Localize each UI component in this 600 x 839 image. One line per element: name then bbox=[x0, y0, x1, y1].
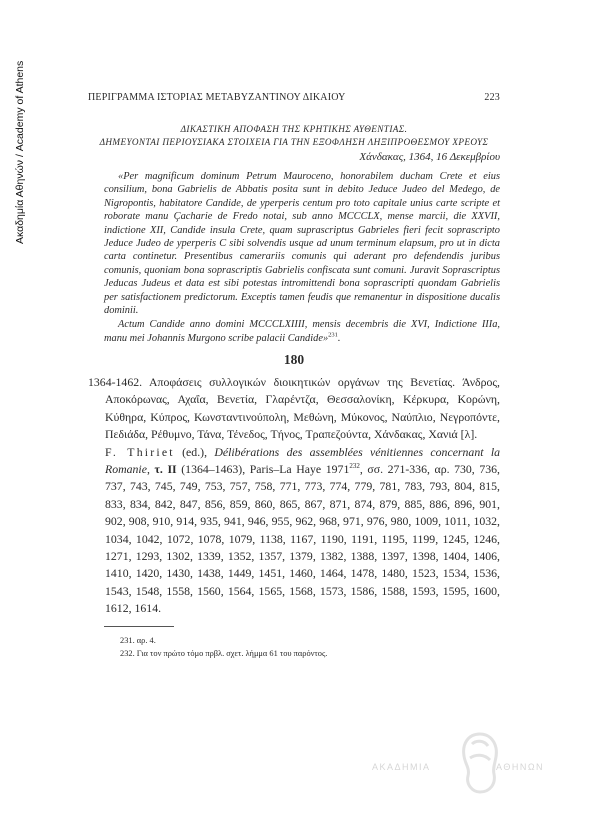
ref-title: Délibérations des assemblées vénitiennes concernant la Romanie bbox=[105, 444, 501, 477]
running-header bbox=[88, 92, 500, 106]
entry-reference bbox=[88, 444, 500, 618]
ref-publication: (1364–1463), Paris–La Haye 1971 bbox=[176, 462, 350, 477]
document-subtitle-2: ΔΗΜΕΥΟΝΤΑΙ ΠΕΡΙΟΥΣΙΑΚΑ ΣΤΟΙΧΕΙΑ ΓΙΑ ΤΗΝ ΕΞΟΦΛΗΣΗ ΛΗΞΙΠΡΟΘΕΣΜΟΥ ΧΡΕΟΥΣ bbox=[99, 137, 489, 147]
document-subtitle-1: ΔΙΚΑΣΤΙΚΗ ΑΠΟΦΑΣΗ ΤΗΣ ΚΡΗΤΙΚΗΣ ΑΥΘΕΝΤΙΑΣ. bbox=[180, 124, 408, 134]
footnote-231: 231. αρ. 4. bbox=[120, 636, 156, 645]
ref-volume: τ. II bbox=[154, 462, 177, 477]
running-title: ΠΕΡΙΓΡΑΜΜΑ ΙΣΤΟΡΙΑΣ ΜΕΤΑΒΥΖΑΝΤΙΝΟΥ ΔΙΚΑΙΟΥ bbox=[88, 92, 346, 103]
entry-body bbox=[88, 374, 500, 618]
quote-paragraph-2 bbox=[104, 318, 500, 345]
footnote-ref-232: 232 bbox=[349, 462, 360, 471]
ref-sep: , bbox=[146, 462, 155, 477]
quote-paragraph-2-text: Actum Candide anno domini MCCCLXIIII, mensis decembris die XVI, Indictione IIIa, manu mei Johannis Murgono scribe palacii Candide» bbox=[104, 319, 500, 344]
footnotes bbox=[120, 634, 327, 660]
ref-pages: , σσ. 271-336, αρ. 730, 736, 737, 743, 745, 749, 753, 757, 758, 771, 773, 774, 779, 781, 783, 793, 804, 815, 833, 834, 842, 847, 856, 859, 860, 865, 867, 871, 874, 879, 885, 886, 896, 901, 902, 908, 910, 914, 935, 941, 946, 955, 962, 968, 971, 976, 980, 1009, 1011, 1032, 1034, 1042, 1072, 1078, 1079, 1138, 1167, 1190, 1191, 1195, 1199, 1245, 1246, 1271, 1293, 1302, 1339, 1352, 1357, 1379, 1382, 1388, 1397, 1398, 1404, 1406, 1410, 1420, 1430, 1438, 1449, 1451, 1460, 1464, 1478, 1480, 1523, 1534, 1536, 1543, 1548, 1558, 1560, 1564, 1565, 1568, 1573, 1586, 1588, 1593, 1595, 1600, 1612, 1614. bbox=[105, 462, 500, 616]
quote-paragraph-1: «Per magnificum dominum Petrum Mauroceno, honorabilem ducham Crete et eius consilium, bona Gabrielis de Abbatis posita sunt in debito Jeduce Judeo del Medego, de Nigropontis, habitatore Candide, de yperperis centum pro toto capitale unius carte scripte et roborate manu Çacharie de Fredo notai, sub anno MCCCLX, mense marcii, die XXVII, indictione XII, Candide insula Crete, quam suprascriptus Gabrieles fieri fecit soprascripto Jeduce Judeo de yperperis C sibi solvendis usque ad unum terminum elapsum, pro ut in dicta carta continetur. Presentibus camerariis comunis qui aderant pro defendendis juribus comunis, quoniam bona soprascriptis Gabrielis confiscata sunt comuni. Juravit Soprascriptus Jeducas Judeus et data est sibi potestas intromittendi bona soprascripti quondam Gabrielis per satisfactionem predictorum. Exceptis tamen feudis que remanentur in dispositione ducalis dominii. bbox=[104, 171, 500, 317]
ref-ed: (ed.), bbox=[174, 444, 215, 459]
footnote-divider bbox=[104, 626, 174, 627]
academy-credit-sidebar: Ακαδημία Αθηνών / Academy of Athens bbox=[14, 60, 26, 244]
footnote-232: 232. Για τον πρώτο τόμο πρβλ. σχετ. λήμμα 61 του παρόντος. bbox=[120, 649, 328, 658]
watermark-left-text: ΑΚΑΔΗΜΙΑ bbox=[372, 762, 431, 772]
watermark-right-text: ΑΘΗΝΩΝ bbox=[496, 762, 545, 772]
ref-author: F. Thiriet bbox=[105, 444, 175, 459]
footnote-ref-231: 231 bbox=[328, 331, 338, 339]
entry-head: 1364-1462. Αποφάσεις συλλογικών διοικητικών οργάνων της Βενετίας. Άνδρος, Αποκόρωνας, Αχαΐα, Βενετία, Γλαρέντζα, Θεσσαλονίκη, Κέρκυρα, Κορώνη, Κύθηρα, Κύπρος, Κωνσταντινούπολη, Μεθώνη, Μύκονος, Ναύπλιο, Νεγροπόντε, Πεδιάδα, Ρέθυμνο, Τάνα, Τένεδος, Τήνος, Τραπεζούντα, Χάνδακας, Χανιά [λ]. bbox=[88, 375, 500, 442]
page-number: 223 bbox=[484, 92, 500, 103]
quote-closing: . bbox=[337, 332, 341, 344]
entry-number: 180 bbox=[283, 352, 305, 367]
place-date: Χάνδακας, 1364, 16 Δεκεμβρίου bbox=[359, 151, 500, 163]
latin-quote bbox=[104, 170, 500, 345]
